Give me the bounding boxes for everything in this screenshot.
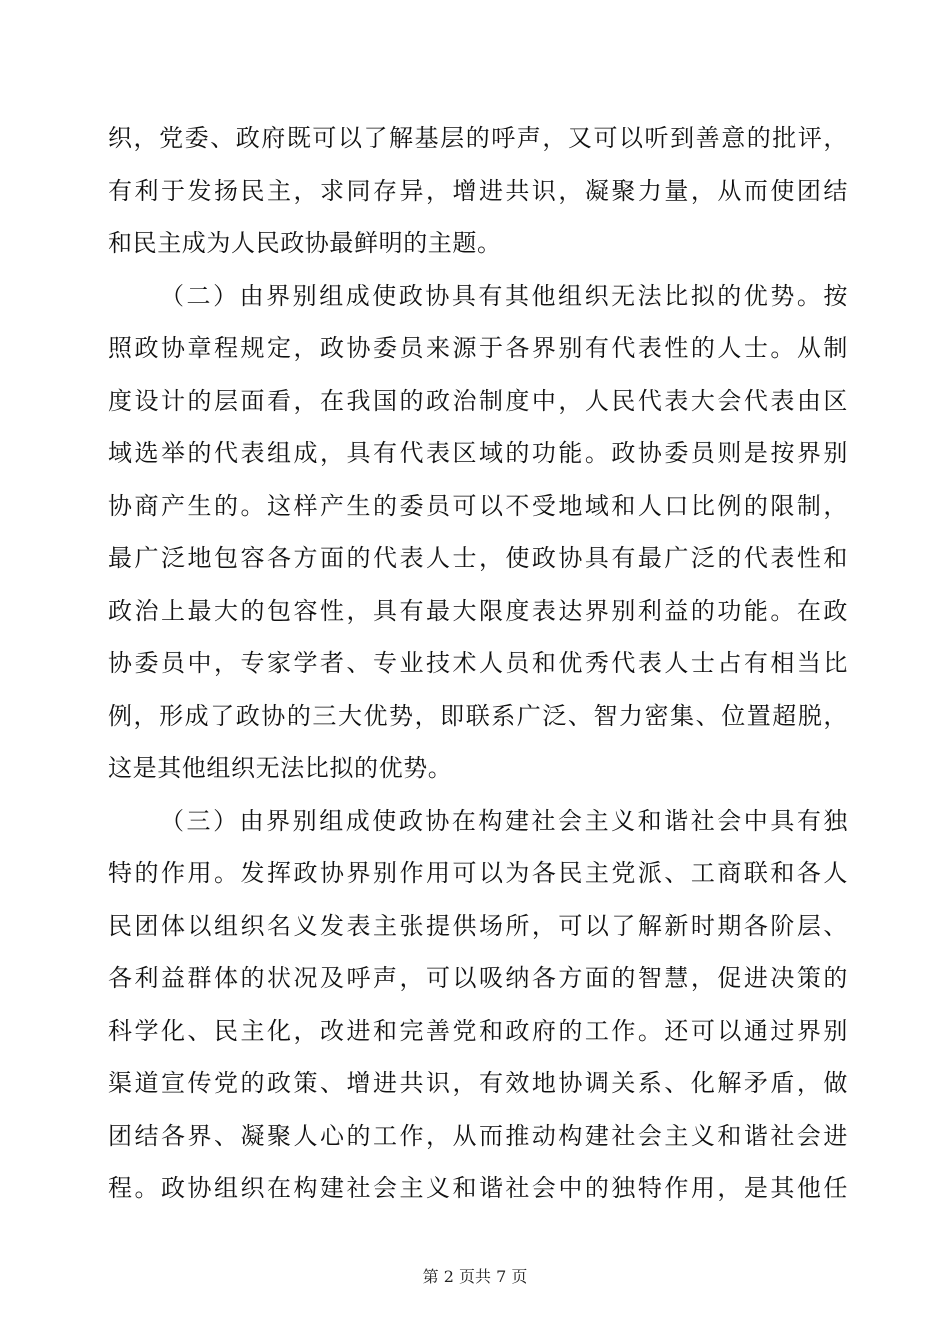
text-line: 例，形成了政协的三大优势，即联系广泛、智力密集、位置超脱， [108,701,848,730]
text-line: 这是其他组织无法比拟的优势。 [108,754,453,782]
text-line: 政治上最大的包容性，具有最大限度表达界别利益的功能。在政 [108,596,848,625]
text-line: 织，党委、政府既可以了解基层的呼声，又可以听到善意的批评， [108,124,848,152]
body-text [108,112,848,1215]
page-number-footer: 第 2 页共 7 页 [422,1267,528,1286]
text-line: 最广泛地包容各方面的代表人士，使政协具有最广泛的代表性和 [108,544,848,572]
text-line: 协商产生的。这样产生的委员可以不受地域和人口比例的限制， [108,491,848,520]
text-line: 域选举的代表组成，具有代表区域的功能。政协委员则是按界别 [108,439,848,467]
text-line: 照政协章程规定，政协委员来源于各界别有代表性的人士。从制 [108,334,848,362]
text-line: 程。政协组织在构建社会主义和谐社会中的独特作用，是其他任 [108,1174,848,1202]
text-line: 各利益群体的状况及呼声，可以吸纳各方面的智慧，促进决策的 [108,964,848,992]
paragraph-start-line: （三）由界别组成使政协在构建社会主义和谐社会中具有独 [160,806,848,835]
text-line: 民团体以组织名义发表主张提供场所，可以了解新时期各阶层、 [108,911,848,940]
text-line: 特的作用。发挥政协界别作用可以为各民主党派、工商联和各人 [108,859,848,887]
text-line: 团结各界、凝聚人心的工作，从而推动构建社会主义和谐社会进 [108,1121,848,1150]
paragraph-start-line: （二）由界别组成使政协具有其他组织无法比拟的优势。按 [160,281,848,310]
text-line: 协委员中，专家学者、专业技术人员和优秀代表人士占有相当比 [108,649,848,677]
text-line: 渠道宣传党的政策、增进共识，有效地协调关系、化解矛盾，做 [108,1069,848,1097]
text-line: 科学化、民主化，改进和完善党和政府的工作。还可以通过界别 [108,1016,848,1045]
text-line: 有利于发扬民主，求同存异，增进共识，凝聚力量，从而使团结 [108,176,848,205]
text-line: 度设计的层面看，在我国的政治制度中，人民代表大会代表由区 [108,386,848,415]
text-line: 和民主成为人民政协最鲜明的主题。 [108,229,502,257]
